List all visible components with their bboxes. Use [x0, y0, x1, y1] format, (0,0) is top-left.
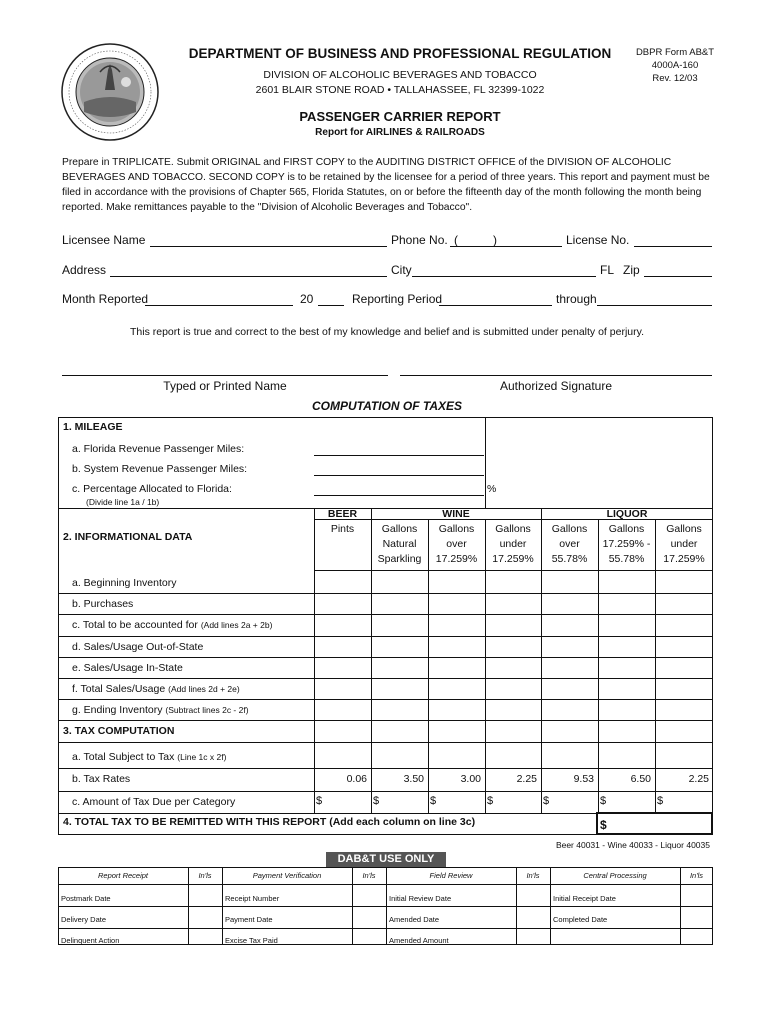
- mileage-line-a: a. Florida Revenue Passenger Miles:: [72, 443, 245, 455]
- florida-miles-field[interactable]: [314, 455, 484, 456]
- rate-wine-over: 3.00: [460, 773, 481, 785]
- form-revision: Rev. 12/03: [652, 73, 698, 84]
- perjury-statement: This report is true and correct to the best of my knowledge and belief and is submitted under penalty of perjury.: [130, 326, 644, 338]
- mileage-line-c-note: (Divide line 1a / 1b): [86, 497, 160, 507]
- percent-sign: %: [487, 483, 497, 495]
- tax-due-wine-under[interactable]: $: [487, 795, 494, 807]
- licensee-name-field[interactable]: [150, 246, 387, 247]
- form-number: 4000A-160: [651, 60, 699, 71]
- informational-heading: 2. INFORMATIONAL DATA: [63, 531, 193, 543]
- total-tax-label: 4. TOTAL TAX TO BE REMITTED WITH THIS REPORT (Add each column on line 3c): [63, 816, 476, 828]
- row-total-accounted: c. Total to be accounted for (Add lines 2a + 2b): [72, 619, 273, 631]
- dabt-payment-date: Payment Date: [225, 915, 273, 924]
- row-total-subject: a. Total Subject to Tax (Line 1c x 2f): [72, 751, 227, 763]
- tax-due-liquor-mid[interactable]: $: [600, 795, 607, 807]
- phone-paren-open: (: [454, 233, 458, 247]
- report-subtitle: Report for AIRLINES & RAILROADS: [315, 127, 485, 138]
- department-title: DEPARTMENT OF BUSINESS AND PROFESSIONAL REGULATION: [188, 46, 612, 61]
- computation-title: COMPUTATION OF TAXES: [312, 399, 462, 413]
- dabt-use-only-banner: DAB&T USE ONLY: [326, 852, 446, 867]
- dabt-header-central-processing: Central Processing: [583, 871, 647, 880]
- form-name: DBPR Form AB&T: [635, 47, 715, 58]
- tax-due-liquor-over[interactable]: $: [543, 795, 550, 807]
- dabt-initial-review-date: Initial Review Date: [389, 894, 452, 903]
- row-purchases: b. Purchases: [72, 598, 134, 610]
- reporting-period-end-field[interactable]: [597, 305, 712, 306]
- instructions-paragraph: Prepare in TRIPLICATE. Submit ORIGINAL and FIRST COPY to the AUDITING DISTRICT OFFICE of the DIVISION OF ALCOHOLIC BEVERAGES AND TOBACCO. SECOND COPY is to be retained by the licensee for a period of three years. This report and payment must be filed in accordance with the provisions of Chapter 565, Florida Statutes, on or before the fifteenth day of the month following the month being reported. Make remittances payable to the "Division of Alcoholic Beverages and Tobacco".: [62, 157, 710, 213]
- rate-liquor-mid: 6.50: [630, 773, 651, 785]
- dabt-header-payment-verification: Payment Verification: [252, 871, 322, 880]
- row-sales-in-state: e. Sales/Usage In-State: [72, 662, 183, 674]
- phone-paren-close: ): [493, 233, 497, 247]
- rate-wine-natural: 3.50: [403, 773, 424, 785]
- col-header-liquor-under: Gallons under 17.259%: [663, 523, 705, 565]
- col-header-wine-natural: Gallons Natural Sparkling: [377, 523, 422, 565]
- col-header-liquor-over: Gallons over 55.78%: [551, 523, 588, 565]
- tax-computation-heading: 3. TAX COMPUTATION: [63, 725, 175, 737]
- through-label: through: [556, 292, 597, 306]
- dabt-header-initials-2: In'ls: [362, 871, 376, 880]
- year-field[interactable]: [318, 305, 344, 306]
- zip-field[interactable]: [644, 276, 712, 277]
- phone-no-field[interactable]: [450, 246, 562, 247]
- rate-liquor-over: 9.53: [573, 773, 594, 785]
- rate-liquor-under: 2.25: [688, 773, 709, 785]
- dabt-header-initials-1: In'ls: [198, 871, 212, 880]
- mileage-line-b: b. System Revenue Passenger Miles:: [72, 463, 248, 475]
- dabt-delivery-date: Delivery Date: [61, 915, 107, 924]
- total-tax-field[interactable]: $: [596, 812, 713, 835]
- dabt-header-initials-4: In'ls: [689, 871, 704, 880]
- row-amount-tax-due: c. Amount of Tax Due per Category: [72, 796, 236, 808]
- row-sales-out-of-state: d. Sales/Usage Out-of-State: [72, 641, 204, 653]
- dabt-header-initials-3: In'ls: [526, 871, 540, 880]
- zip-label: Zip: [623, 263, 640, 277]
- row-beginning-inventory: a. Beginning Inventory: [72, 577, 177, 589]
- signature-caption: Authorized Signature: [499, 379, 613, 393]
- dabt-postmark-date: Postmark Date: [61, 894, 111, 903]
- col-header-beer-pints: Pints: [330, 523, 355, 535]
- rate-wine-under: 2.25: [516, 773, 537, 785]
- dabt-initial-receipt-date: Initial Receipt Date: [553, 894, 616, 903]
- col-header-wine-under: Gallons under 17.259%: [492, 523, 534, 565]
- tax-codes: Beer 40031 - Wine 40033 - Liquor 40035: [555, 840, 710, 850]
- signature-field[interactable]: [400, 375, 712, 376]
- license-no-field[interactable]: [634, 246, 712, 247]
- tax-due-liquor-under[interactable]: $: [657, 795, 664, 807]
- row-total-sales: f. Total Sales/Usage (Add lines 2d + 2e): [72, 683, 240, 695]
- division-address: [160, 68, 640, 98]
- tax-due-wine-over[interactable]: $: [430, 795, 437, 807]
- dabt-header-report-receipt: Report Receipt: [97, 871, 149, 880]
- col-header-liquor-mid: Gallons 17.259% - 55.78%: [602, 523, 651, 565]
- state-fl-label: FL: [600, 263, 615, 277]
- florida-state-seal: [60, 42, 160, 142]
- phone-no-label: Phone No.: [391, 233, 448, 247]
- dabt-excise-tax-paid: Excise Tax Paid: [225, 936, 278, 945]
- typed-name-field[interactable]: [62, 375, 388, 376]
- liquor-group-header: LIQUOR: [606, 508, 648, 520]
- licensee-name-label: Licensee Name: [62, 233, 146, 247]
- report-title: PASSENGER CARRIER REPORT: [299, 109, 501, 124]
- wine-group-header: WINE: [442, 508, 470, 520]
- license-no-label: License No.: [566, 233, 630, 247]
- dabt-amended-date: Amended Date: [389, 915, 440, 924]
- percentage-field[interactable]: [314, 495, 484, 496]
- dabt-delinquent-action: Delinquent Action: [61, 936, 120, 945]
- row-ending-inventory: g. Ending Inventory (Subtract lines 2c - 2f): [72, 704, 249, 716]
- dabt-header-field-review: Field Review: [429, 871, 473, 880]
- division-street-address: 2601 BLAIR STONE ROAD • TALLAHASSEE, FL 32399-1022: [255, 84, 545, 96]
- tax-due-wine-natural[interactable]: $: [373, 795, 380, 807]
- rate-beer: 0.06: [346, 773, 367, 785]
- tax-due-beer[interactable]: $: [316, 795, 323, 807]
- row-tax-rates: b. Tax Rates: [72, 773, 131, 785]
- reporting-period-start-field[interactable]: [439, 305, 552, 306]
- city-field[interactable]: [412, 276, 596, 277]
- dabt-completed-date: Completed Date: [553, 915, 608, 924]
- year-prefix: 20: [300, 292, 314, 306]
- month-reported-field[interactable]: [145, 305, 293, 306]
- city-label: City: [391, 263, 412, 277]
- address-label: Address: [62, 263, 107, 277]
- reporting-period-label: Reporting Period: [352, 292, 443, 306]
- form-id-block: [600, 46, 750, 85]
- division-name: DIVISION OF ALCOHOLIC BEVERAGES AND TOBACCO: [263, 69, 537, 81]
- mileage-line-c: c. Percentage Allocated to Florida:: [72, 483, 232, 495]
- dabt-receipt-number: Receipt Number: [225, 894, 280, 903]
- col-header-wine-over: Gallons over 17.259%: [435, 523, 478, 565]
- address-field[interactable]: [110, 276, 387, 277]
- dabt-amended-amount: Amended Amount: [389, 936, 449, 945]
- month-reported-label: Month Reported: [62, 292, 149, 306]
- system-miles-field[interactable]: [314, 475, 484, 476]
- typed-name-caption: Typed or Printed Name: [163, 379, 287, 393]
- beer-group-header: BEER: [327, 508, 358, 520]
- mileage-heading: 1. MILEAGE: [63, 421, 123, 433]
